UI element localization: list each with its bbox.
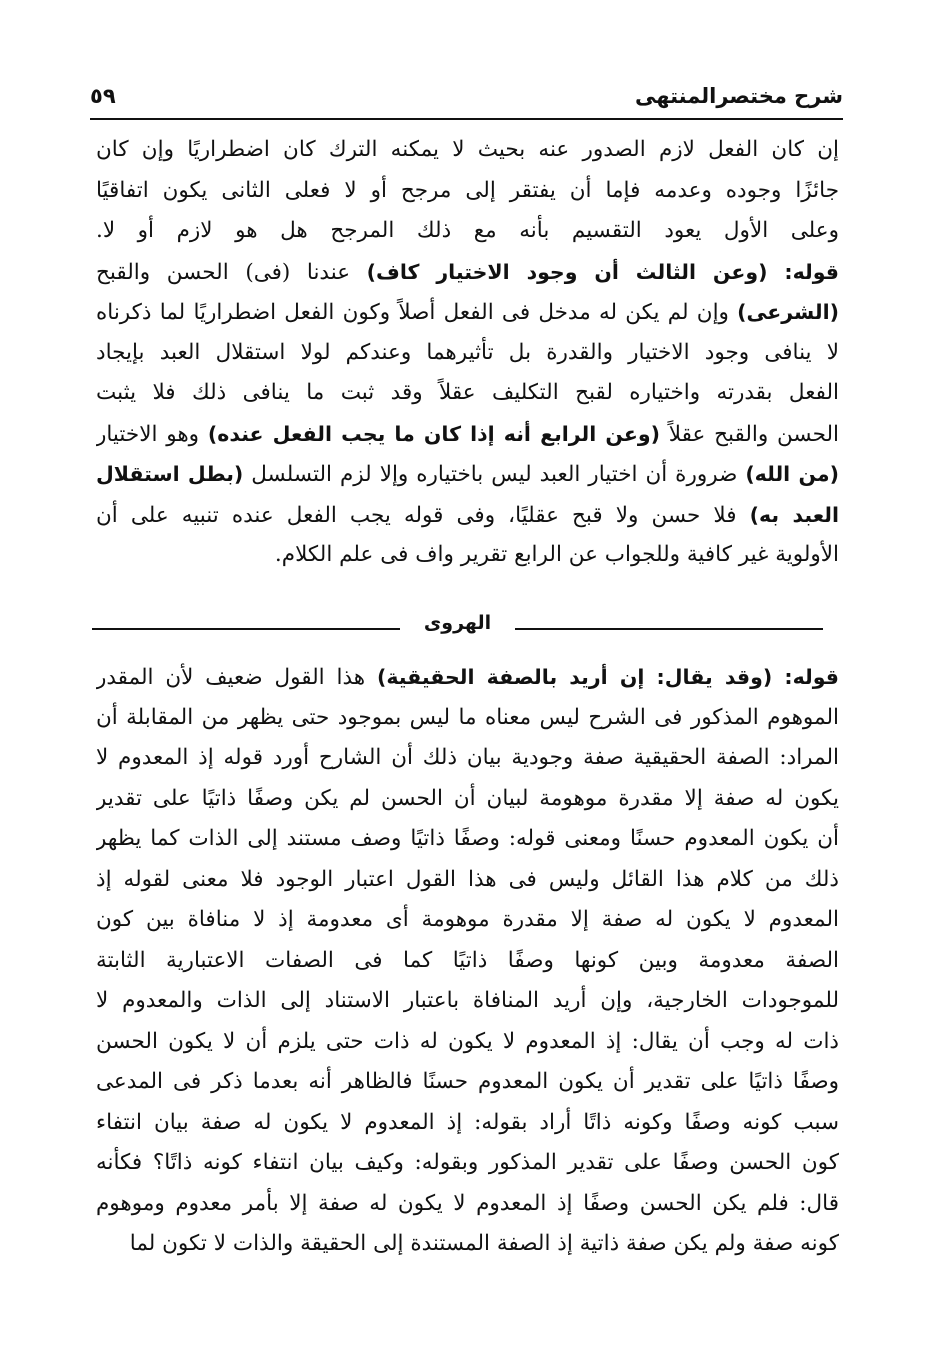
gloss-author-label: الهروى <box>423 612 492 634</box>
text-line <box>96 1184 839 1225</box>
text-line <box>96 1103 839 1144</box>
text-line <box>96 373 839 414</box>
text-segment: وهو الاختيار <box>96 421 208 447</box>
text-segment: المعدوم لا يكون له صفة إلا مقدرة موهومة أى معدومة إذ لا منافاة بين كون <box>96 907 839 932</box>
text-line <box>96 941 839 982</box>
text-segment: ذلك من كلام هذا القائل وليس فى هذا القول اعتبار الوجود فلا معنى لقوله إذ <box>96 866 839 892</box>
running-title: شرح مختصرالمنتهى <box>634 84 843 108</box>
text-segment: الموهوم المذكور فى الشرح ليس معناه ما ليس بموجود حتى يظهر من المقابلة أن <box>96 704 839 730</box>
text-line <box>96 657 839 698</box>
text-segment: الصفة معدومة وبين كونها وصفًا ذاتيًا كما فى الصفات الاعتبارية الثابتة <box>96 947 839 973</box>
text-line <box>96 860 839 901</box>
text-segment: كونه صفة ولم يكن صفة ذاتية إذ الصفة المستندة إلى الحقيقة والذات لا تكون لما <box>129 1231 839 1256</box>
text-line <box>96 1224 839 1265</box>
text-segment: كون الحسن وصفًا على تقدير المذكور وبقوله: وكيف بيان انتفاء كونه ذاتًا؟ فكأنه <box>96 1150 839 1175</box>
text-line <box>96 130 839 171</box>
text-segment: قال: فلم يكن الحسن وصفًا إذ المعدوم لا يكون له صفة إلا بأمر معدوم وموهوم <box>96 1190 839 1216</box>
bold-quote-segment: العبد به) <box>749 502 839 527</box>
text-line <box>96 171 839 212</box>
text-line <box>96 414 839 455</box>
text-segment: وصفًا ذاتيًا على تقدير أن يكون المعدوم حسنًا فالظاهر أنه بعدما ذكر فى المدعى <box>96 1069 839 1094</box>
text-segment: وإن لم يكن له مدخل فى الفعل أصلاً وكون الفعل اضطراريًا لما ذكرناه <box>96 300 738 325</box>
text-line <box>96 698 839 739</box>
bold-quote-segment: قوله: <box>772 665 839 689</box>
text-line <box>96 900 839 941</box>
text-line <box>96 333 839 374</box>
text-segment: ذات له وجب أن يقال: إذ المعدوم لا يكون له ذات حتى يلزم أن لا يكون الحسن <box>96 1028 839 1054</box>
section-separator <box>92 612 823 642</box>
bold-quote-segment: قوله: <box>767 259 839 284</box>
text-line <box>96 535 839 576</box>
text-segment: سبب كونه وصفًا وكونه ذاتًا أراد بقوله: إذ المعدوم لا يكون له صفة بيان انتفاء <box>96 1109 839 1135</box>
text-line <box>96 495 839 536</box>
text-line <box>96 819 839 860</box>
text-segment: الحسن والقبح عقلاً <box>659 421 839 447</box>
text-segment: وعلى الأول يعود التقسيم بأنه مع ذلك المرجح هل هو لازم أو لا. <box>96 218 839 243</box>
text-line <box>96 454 839 495</box>
bold-quote-segment: (وعن الثالث أن وجود الاختيار كاف) <box>366 259 768 284</box>
text-line <box>96 779 839 820</box>
text-segment: ضرورة أن اختيار العبد ليس باختياره وإلا لزم التسلسل <box>243 462 746 487</box>
text-segment: لا ينافى وجود الاختيار والقدرة بل تأثيرهما وعندكم لولا استقلال العبد بإيجاد <box>96 339 839 365</box>
text-segment: هذا القول ضعيف لأن المقدر <box>96 665 377 690</box>
text-line <box>96 252 839 293</box>
bold-quote-segment: (وعن الرابع أنه إذا كان ما يجب الفعل عنده) <box>207 421 660 446</box>
text-segment: فلا حسن ولا قبح عقليًا، وفى قوله يجب الفعل عنده تنبيه على أن <box>96 502 750 528</box>
text-segment: عندنا (فى) الحسن والقبح <box>96 259 367 285</box>
text-segment: للموجودات الخارجية، وإن أريد المنافاة باعتبار الاستناد إلى الذات والمعدوم لا <box>96 988 839 1013</box>
text-segment: المراد: الصفة الحقيقية صفة وجودية بيان ذلك أن الشارح أورد قوله إذ المعدوم لا <box>96 745 839 770</box>
commentary-section <box>96 130 839 576</box>
text-line <box>96 1022 839 1063</box>
text-line <box>96 1143 839 1184</box>
bold-quote-segment: (من الله) <box>745 462 839 486</box>
bold-quote-segment: (بطل استقلال <box>96 462 244 486</box>
page-number: ٥٩ <box>90 84 116 108</box>
text-line <box>96 981 839 1022</box>
text-line <box>96 211 839 252</box>
bold-quote-segment: (الشرعى) <box>737 300 839 324</box>
text-segment: إن كان الفعل لازم الصدور عنه بحيث لا يمكنه الترك كان اضطراريًا وإن كان <box>96 137 839 162</box>
bold-quote-segment: (وقد يقال: إن أريد بالصفة الحقيقية) <box>376 665 773 689</box>
header-rule <box>90 118 843 120</box>
text-line <box>96 1062 839 1103</box>
gloss-section <box>96 657 839 1265</box>
text-line <box>96 292 839 333</box>
page-header <box>90 84 843 116</box>
text-segment: يكون له صفة إلا مقدرة موهومة لبيان أن الحسن لم يكن وصفًا ذاتيًا على تقدير <box>96 785 839 811</box>
text-segment: أن يكون المعدوم حسنًا ومعنى قوله: وصفًا ذاتيًا وصف مستند إلى الذات كما يظهر <box>96 826 839 851</box>
separator-rule-right <box>515 628 823 630</box>
text-segment: جائزًا وجوده وعدمه فإما أن يفتقر إلى مرجح أو لا فعلى الثانى يكون اتفاقيًا <box>96 177 839 203</box>
text-segment: الفعل بقدرته واختياره لقبح التكليف عقلاً وقد ثبت ما ينافى ذلك فلا يثبت <box>96 380 839 405</box>
text-segment: الأولوية غير كافية وللجواب عن الرابع تقرير واف فى علم الكلام. <box>274 542 839 567</box>
text-line <box>96 738 839 779</box>
